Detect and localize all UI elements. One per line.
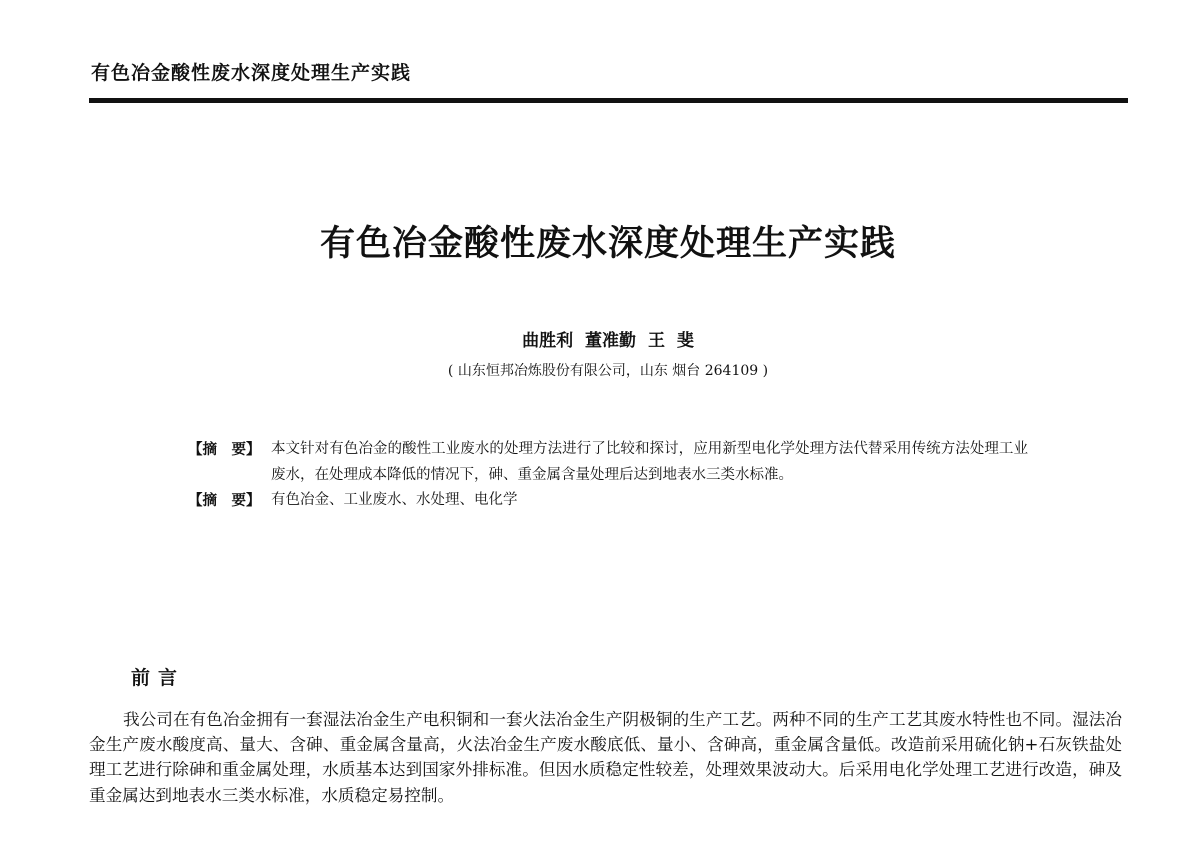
section-heading: 前言 [131,667,186,689]
running-header: 有色冶金酸性废水深度处理生产实践 [91,62,412,84]
keywords-text: 有色冶金、工业废水、水处理、电化学 [271,492,518,508]
keywords-label: 【摘 要】 [188,492,261,509]
affiliation: ( 山东恒邦冶炼股份有限公司，山东 烟台 264109 ) [447,363,769,379]
body-paragraph: 我公司在有色冶金拥有一套湿法冶金生产电积铜和一套火法冶金生产阴极铜的生产工艺。两种不同的生产工艺其废水特性也不同。湿法冶金生产废水酸度高、量大、含砷、重金属含量高，火法冶金生产废水酸底低、量小、含砷高，重金属含量低。改造前采用硫化钠+石灰铁盐处理工艺进行除砷和重金属处理，水质基本达到国家外排标准。但因水质稳定性较差，处理效果波动大。后采用电化学处理工艺进行改造，砷及重金属达到地表水三类水标准，水质稳定易控制。 [89,710,1122,805]
abstract-text: 本文针对有色冶金的酸性工业废水的处理方法进行了比较和探讨，应用新型电化学处理方法代替采用传统方法处理工业废水，在处理成本降低的情况下，砷、重金属含量处理后达到地表水三类水标准。 [271,441,1028,483]
abstract [188,437,1028,488]
abstract-block [188,437,1028,514]
keywords [188,488,1028,514]
header-rule [89,98,1128,103]
paper-title: 有色冶金酸性废水深度处理生产实践 [319,224,896,264]
authors: 曲胜利 董准勤 王 斐 [522,331,694,351]
abstract-label: 【摘 要】 [188,441,261,458]
